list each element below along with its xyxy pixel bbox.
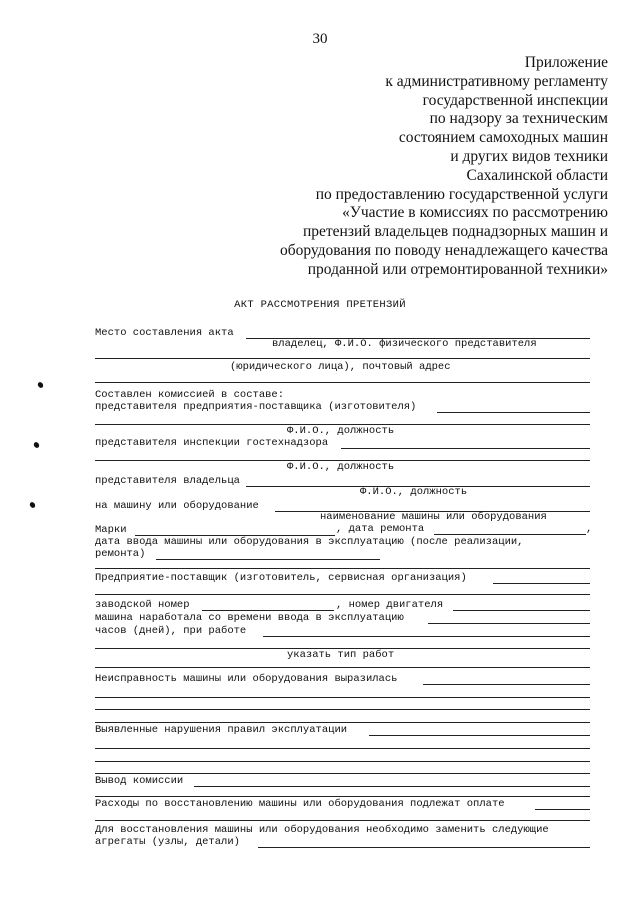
act-title: АКТ РАССМОТРЕНИЯ ПРЕТЕНЗИЙ <box>234 299 406 311</box>
engine-label: , номер двигателя <box>336 599 444 611</box>
malfunction-field[interactable] <box>423 684 590 685</box>
fio-position-hint: Ф.И.О., должность <box>287 461 395 473</box>
serial-label: заводской номер <box>95 599 190 611</box>
expenses-field-2[interactable] <box>95 820 590 821</box>
supplier-rep-label: представителя предприятия-поставщика (изготовителя) <box>95 401 417 413</box>
margin-mark <box>33 441 41 449</box>
malfunction-field-3[interactable] <box>95 709 590 710</box>
violations-field[interactable] <box>369 735 590 736</box>
appendix-line: и других видов техники <box>450 147 608 165</box>
work-field-2[interactable] <box>95 667 590 668</box>
work-type-hint: указать тип работ <box>287 649 395 661</box>
replace-label: Для восстановления машины или оборудования необходимо заменить следующие <box>95 824 549 836</box>
machine-label: на машину или оборудование <box>95 500 259 512</box>
appendix-line: оборудования по поводу ненадлежащего качества <box>279 241 608 259</box>
margin-mark <box>29 501 37 509</box>
conclusion-label: Вывод комиссии <box>95 775 184 787</box>
appendix-line: претензий владельцев поднадзорных машин и <box>302 223 608 241</box>
repair-date-field[interactable] <box>434 534 586 535</box>
inspection-rep-label: представителя инспекции гостехнадзора <box>95 437 329 449</box>
appendix-line: состоянием самоходных машин <box>398 129 608 147</box>
owner-field[interactable] <box>95 358 590 359</box>
inspection-rep-field[interactable] <box>341 448 590 449</box>
appendix-header <box>188 54 608 280</box>
supplier-org-field[interactable] <box>493 583 590 584</box>
operating-label: машина наработала со времени ввода в эксплуатацию <box>95 612 404 624</box>
commissioning-label-2: ремонта) <box>95 548 146 560</box>
appendix-line: «Участие в комиссиях по рассмотрению <box>342 204 608 222</box>
owner-hint: владелец, Ф.И.О. физического представителя <box>272 338 537 350</box>
engine-field[interactable] <box>453 610 590 611</box>
commission-label: Составлен комиссией в составе: <box>95 389 285 401</box>
commissioning-field-2[interactable] <box>95 568 590 569</box>
expenses-label: Расходы по восстановлению машины или оборудования подлежат оплате <box>95 798 505 810</box>
brand-label: Марки <box>95 524 127 536</box>
supplier-org-label: Предприятие-поставщик (изготовитель, сервисная организация) <box>95 572 467 584</box>
violations-field-4[interactable] <box>95 773 590 774</box>
violations-field-3[interactable] <box>95 761 590 762</box>
owner-rep-label: представителя владельца <box>95 475 240 487</box>
replace-label-2: агрегаты (узлы, детали) <box>95 836 240 848</box>
appendix-line: к административному регламенту <box>385 72 608 90</box>
fio-position-hint: Ф.И.О., должность <box>287 425 395 437</box>
margin-mark <box>37 381 45 389</box>
work-field[interactable] <box>263 636 590 637</box>
violations-label: Выявленные нарушения правил эксплуатации <box>95 724 348 736</box>
machine-hint: наименование машины или оборудования <box>320 511 547 523</box>
place-label: Место составления акта <box>95 327 234 339</box>
malfunction-label: Неисправность машины или оборудования выразилась <box>95 673 398 685</box>
commissioning-label: дата ввода машины или оборудования в эксплуатацию (после реализации, <box>95 536 524 548</box>
serial-field[interactable] <box>202 610 334 611</box>
conclusion-field-2[interactable] <box>95 796 590 797</box>
address-field[interactable] <box>95 382 590 383</box>
operating-label-2: часов (дней), при работе <box>95 625 247 637</box>
conclusion-field[interactable] <box>194 786 590 787</box>
comma: , <box>586 523 593 535</box>
appendix-line: по надзору за техническим <box>429 110 608 128</box>
appendix-line: Сахалинской области <box>466 166 608 184</box>
page-number: 30 <box>312 31 328 47</box>
supplier-org-field-2[interactable] <box>95 594 590 595</box>
repair-date-label: , дата ремонта <box>336 523 425 535</box>
supplier-rep-field[interactable] <box>437 412 590 413</box>
commissioning-field[interactable] <box>156 559 380 560</box>
operating-field[interactable] <box>428 623 590 624</box>
malfunction-field-4[interactable] <box>95 722 590 723</box>
appendix-line: государственной инспекции <box>422 91 608 109</box>
appendix-line: проданной или отремонтированной техники» <box>307 260 608 278</box>
appendix-line: Приложение <box>524 54 608 71</box>
fio-position-hint: Ф.И.О., должность <box>360 486 468 498</box>
legal-hint: (юридического лица), почтовый адрес <box>230 361 451 373</box>
expenses-field[interactable] <box>535 809 590 810</box>
violations-field-2[interactable] <box>95 748 590 749</box>
malfunction-field-2[interactable] <box>95 697 590 698</box>
replace-field[interactable] <box>258 847 590 848</box>
appendix-line: по предоставлению государственной услуги <box>315 185 608 203</box>
